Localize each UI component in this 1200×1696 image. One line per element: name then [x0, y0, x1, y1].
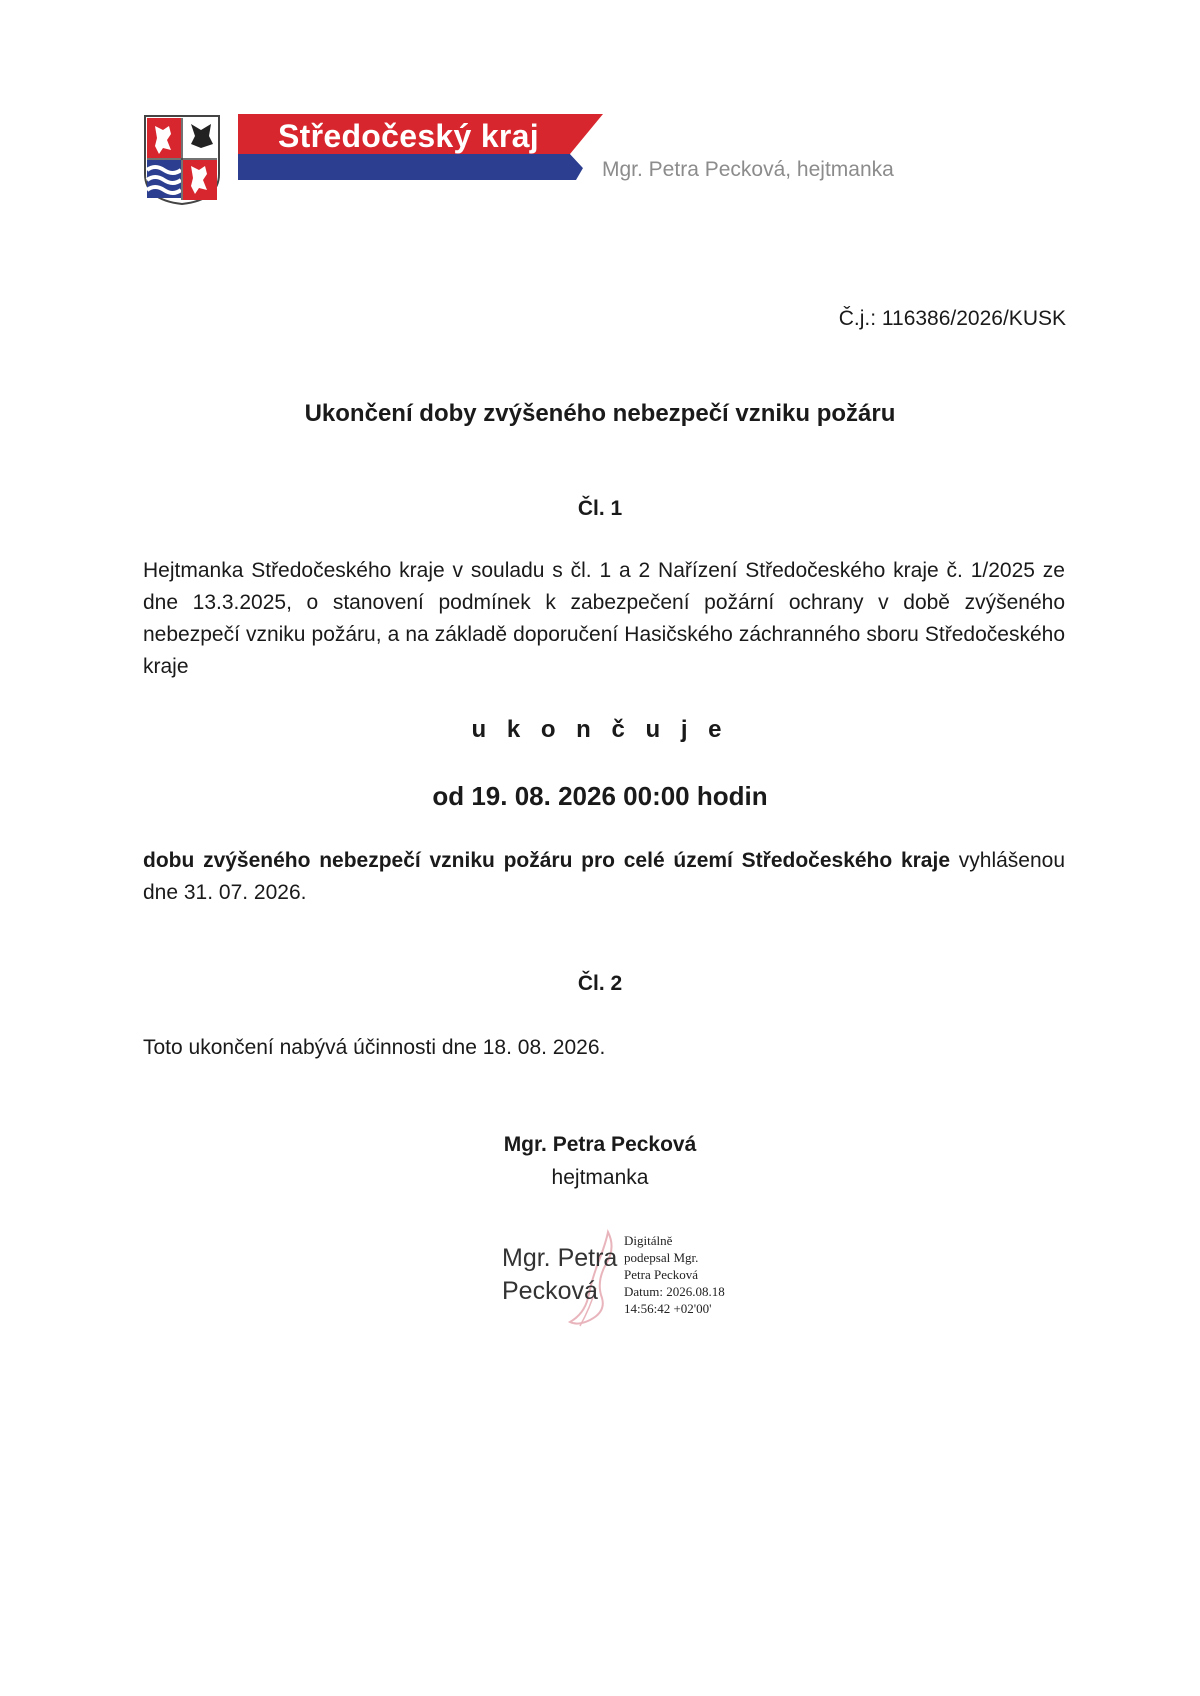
article-2-heading: Čl. 2	[577, 972, 623, 995]
document-title: Ukončení doby zvýšeného nebezpečí vzniku požáru	[304, 400, 896, 427]
region-name: Středočeský kraj	[278, 118, 539, 154]
decision-bold: dobu zvýšeného nebezpečí vzniku požáru pro celé území Středočeského kraje	[143, 849, 951, 872]
digital-signature-name-line2: Pecková	[502, 1277, 598, 1305]
digital-signature-info-line: Petra Pecková	[624, 1267, 699, 1282]
digital-signature-info-line: podepsal Mgr.	[624, 1250, 699, 1265]
decision-rest: vyhlášenou dne 31. 07. 2026.	[143, 849, 1066, 904]
governor-header-line: Mgr. Petra Pecková, hejtmanka	[602, 158, 894, 181]
digital-signature-name	[502, 1242, 617, 1308]
signer-role: hejtmanka	[551, 1166, 649, 1189]
decision-text	[143, 845, 1065, 909]
digital-signature-info-line: 14:56:42 +02'00'	[624, 1301, 712, 1316]
digital-signature-info	[624, 1232, 725, 1317]
article-1-text: Hejtmanka Středočeského kraje v souladu s čl. 1 a 2 Nařízení Středočeského kraje č. 1/2025 ze dne 13.3.2025, o stanovení podmínek k zabezpečení požární ochrany v době zvýšeného nebezpečí vzniku požáru, a na základě doporučení Hasičského záchranného sboru Středočeského kraje	[143, 559, 1065, 678]
reference-number: Č.j.: 116386/2026/KUSK	[838, 307, 1066, 330]
coat-of-arms-logo	[143, 114, 221, 206]
article-2-text: Toto ukončení nabývá účinnosti dne 18. 08. 2026.	[143, 1036, 606, 1059]
digital-signature-info-line: Digitálně	[624, 1233, 673, 1248]
effective-from: od 19. 08. 2026 00:00 hodin	[432, 781, 768, 811]
verb-ukoncuje: u k o n č u j e	[471, 716, 729, 743]
article-1-heading: Čl. 1	[577, 497, 623, 520]
signer-name: Mgr. Petra Pecková	[503, 1133, 697, 1156]
digital-signature-info-line: Datum: 2026.08.18	[624, 1284, 725, 1299]
digital-signature-name-line1: Mgr. Petra	[502, 1244, 618, 1272]
